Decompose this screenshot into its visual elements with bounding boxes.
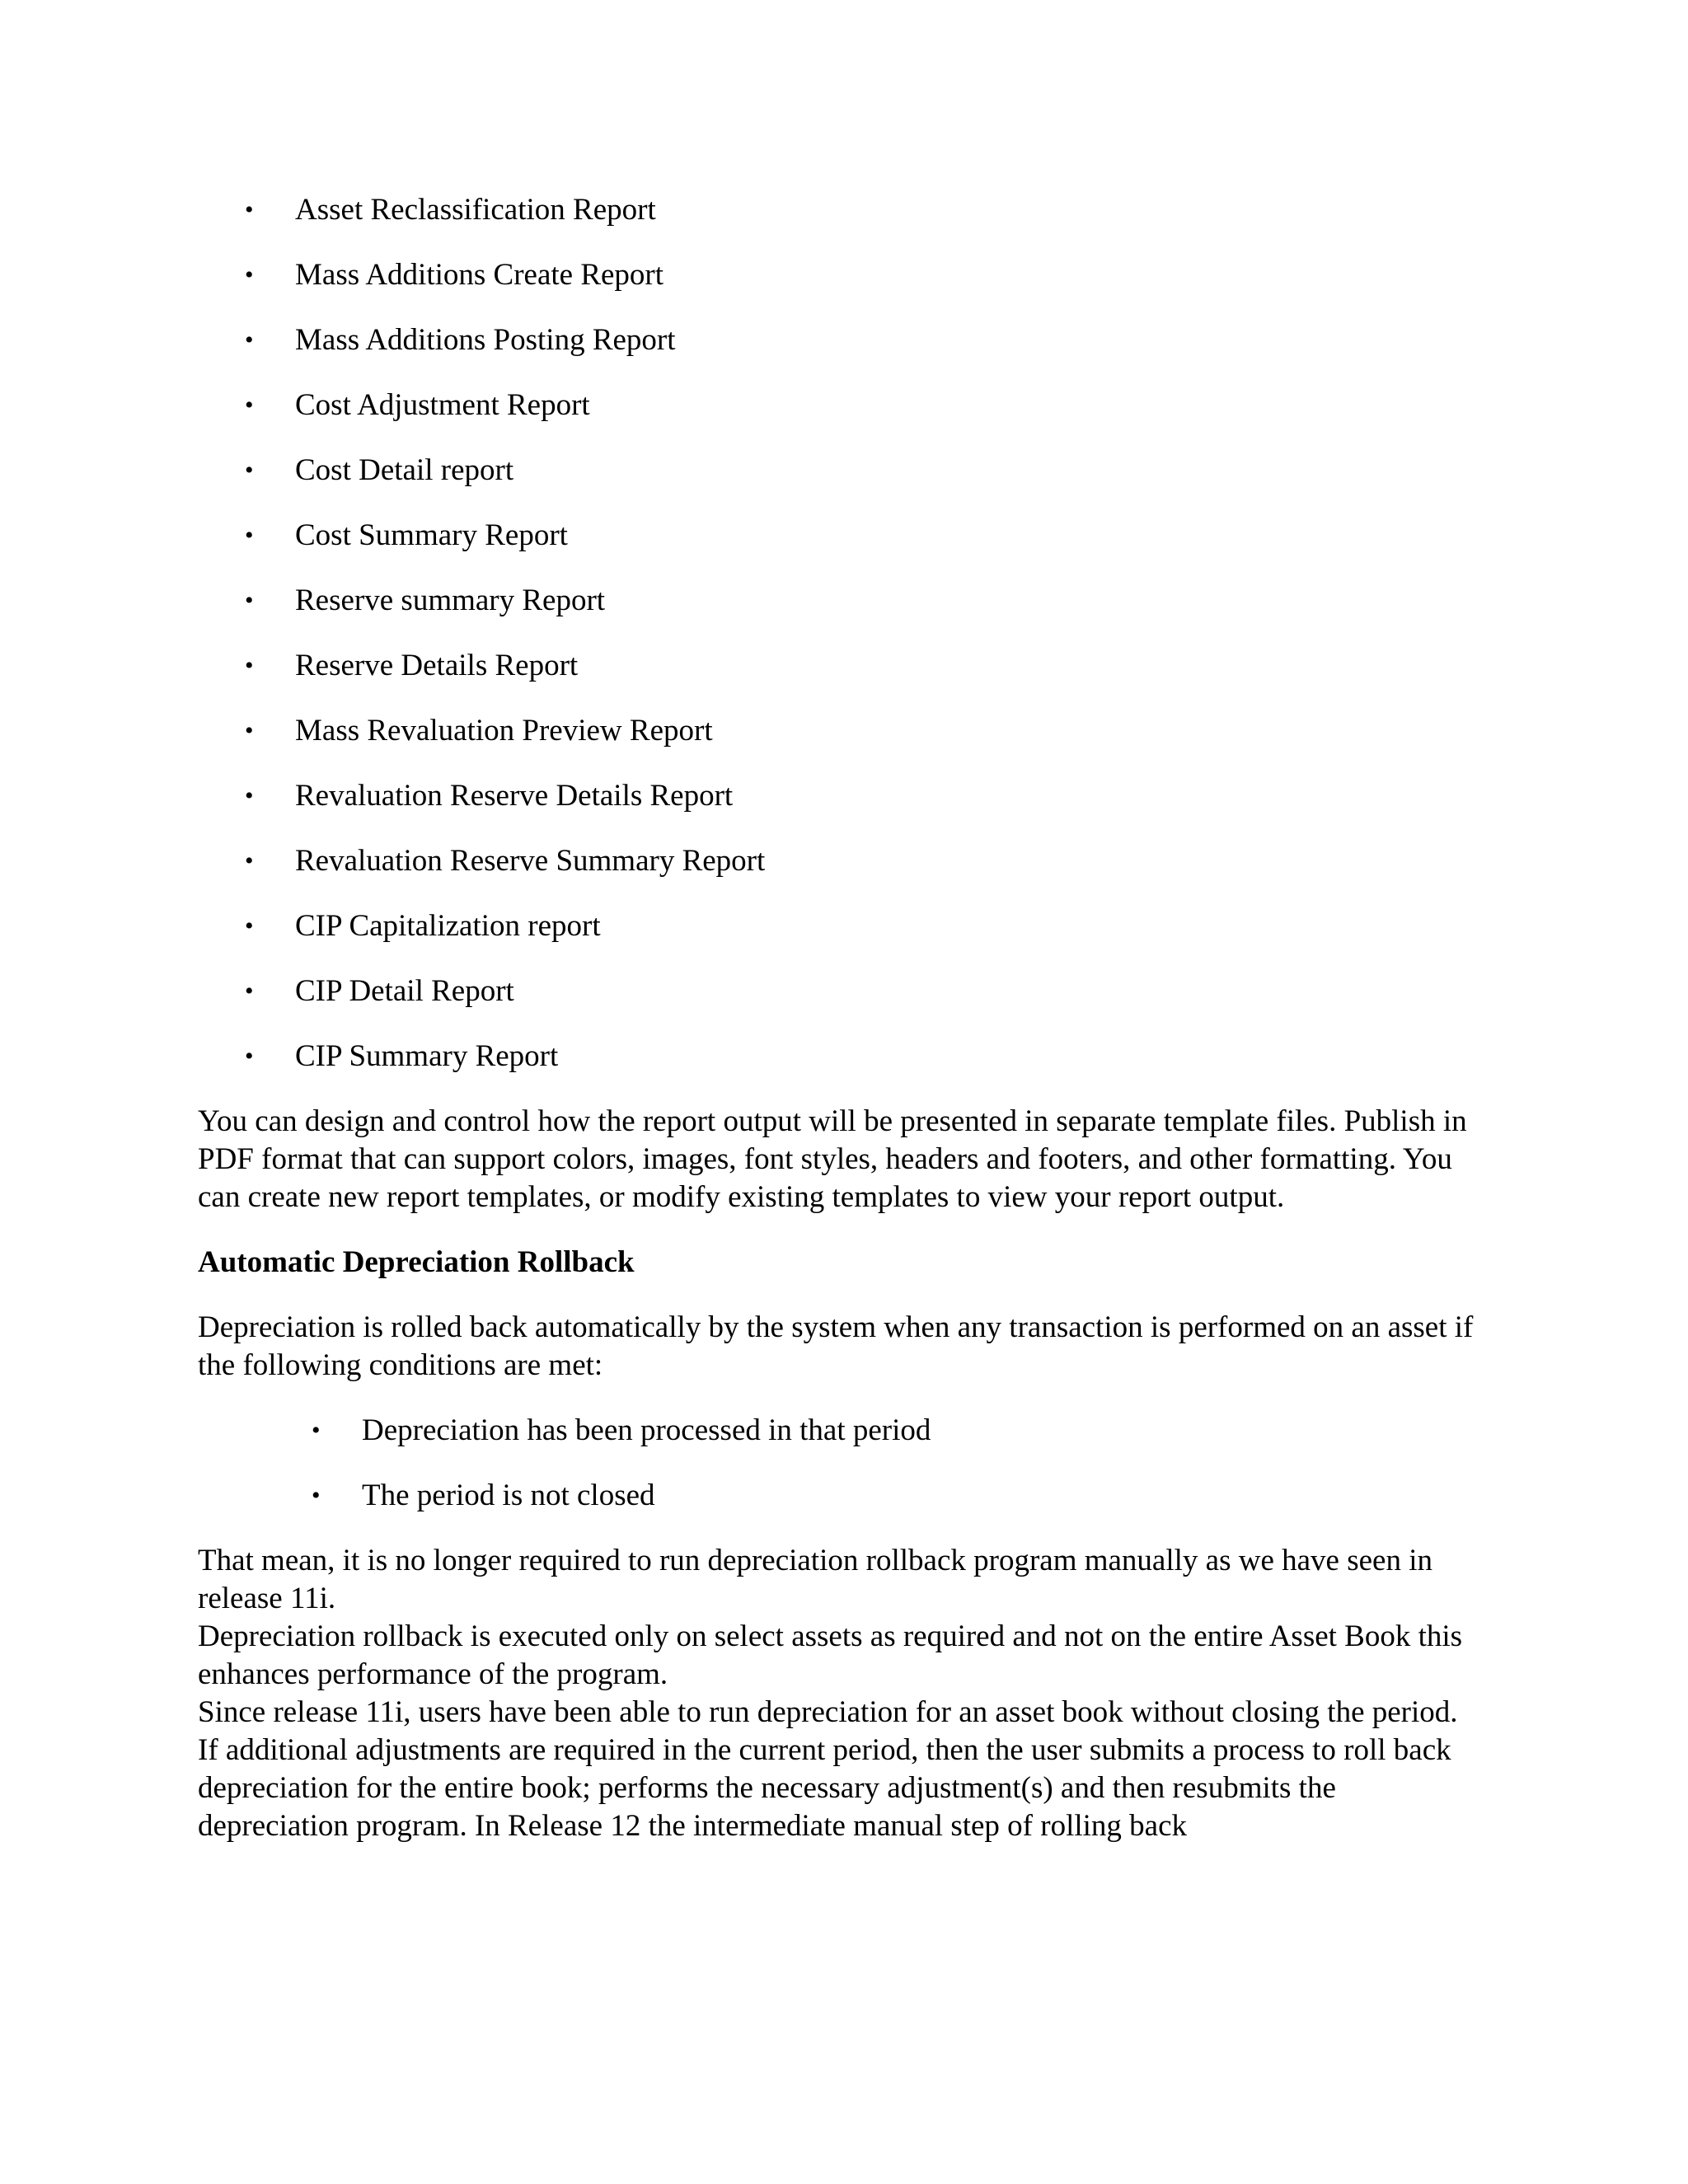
bullet-icon: • (245, 977, 254, 1005)
report-name: Mass Additions Posting Report (295, 323, 676, 357)
conditions-list (198, 1412, 1484, 1515)
bullet-icon: • (245, 261, 254, 288)
report-name: Cost Detail report (295, 453, 514, 487)
list-item (198, 1412, 1484, 1450)
bullet-icon: • (245, 1043, 254, 1070)
report-name: Mass Additions Create Report (295, 258, 664, 292)
report-name: Cost Summary Report (295, 518, 568, 552)
list-item (198, 387, 1484, 424)
report-name: CIP Summary Report (295, 1039, 559, 1073)
list-item (198, 907, 1484, 945)
report-name: Revaluation Reserve Summary Report (295, 844, 766, 878)
bullet-icon: • (245, 652, 254, 679)
bullet-icon: • (245, 522, 254, 549)
bullet-icon: • (245, 326, 254, 354)
report-name: CIP Capitalization report (295, 909, 601, 943)
page-content (198, 191, 1484, 1845)
bullet-icon: • (245, 196, 254, 223)
list-item (198, 1477, 1484, 1515)
bullet-icon: • (245, 587, 254, 614)
bullet-icon: • (245, 912, 254, 940)
condition-text: Depreciation has been processed in that period (362, 1413, 931, 1447)
list-item (198, 712, 1484, 750)
report-name: Revaluation Reserve Details Report (295, 779, 734, 813)
list-item (198, 191, 1484, 229)
bullet-icon: • (245, 782, 254, 809)
list-item (198, 777, 1484, 815)
report-list (198, 191, 1484, 1076)
bullet-icon: • (312, 1417, 321, 1444)
list-item (198, 452, 1484, 490)
report-name: Reserve Details Report (295, 649, 579, 682)
release-paragraph: Since release 11i, users have been able to run depreciation for an asset book without closing the period. If additional adjustments are required in the current period, then the user submits a process to roll back depreciation for the entire book; performs the necessary adjustment(s) and then resubmits the depreciation program. In Release 12 the intermediate manual step of rolling back (198, 1695, 1458, 1843)
section-heading: Automatic Depreciation Rollback (198, 1245, 635, 1279)
list-item (198, 972, 1484, 1010)
report-name: Reserve summary Report (295, 583, 606, 617)
template-paragraph: You can design and control how the report output will be presented in separate template files. Publish in PDF format that can support colors, images, font styles, headers and footers, and other formatting. You can create new report templates, or modify existing templates to view your report output. (198, 1104, 1467, 1214)
report-name: CIP Detail Report (295, 974, 514, 1008)
bullet-icon: • (245, 847, 254, 874)
bullet-icon: • (245, 457, 254, 484)
report-name: Mass Revaluation Preview Report (295, 714, 713, 748)
report-name: Cost Adjustment Report (295, 388, 590, 422)
list-item (198, 582, 1484, 620)
performance-paragraph: Depreciation rollback is executed only on select assets as required and not on the entire Asset Book this enhances performance of the program. (198, 1619, 1463, 1691)
list-item (198, 517, 1484, 555)
bullet-icon: • (245, 391, 254, 419)
list-item (198, 321, 1484, 359)
condition-text: The period is not closed (362, 1479, 655, 1512)
list-item (198, 842, 1484, 880)
list-item (198, 647, 1484, 685)
meaning-paragraph: That mean, it is no longer required to run depreciation rollback program manually as we have seen in release 11i. (198, 1544, 1432, 1615)
bullet-icon: • (312, 1482, 321, 1509)
list-item (198, 256, 1484, 294)
report-name: Asset Reclassification Report (295, 193, 656, 227)
bullet-icon: • (245, 717, 254, 744)
rollback-intro-paragraph: Depreciation is rolled back automatically by the system when any transaction is performed on an asset if the following conditions are met: (198, 1310, 1474, 1382)
list-item (198, 1038, 1484, 1076)
